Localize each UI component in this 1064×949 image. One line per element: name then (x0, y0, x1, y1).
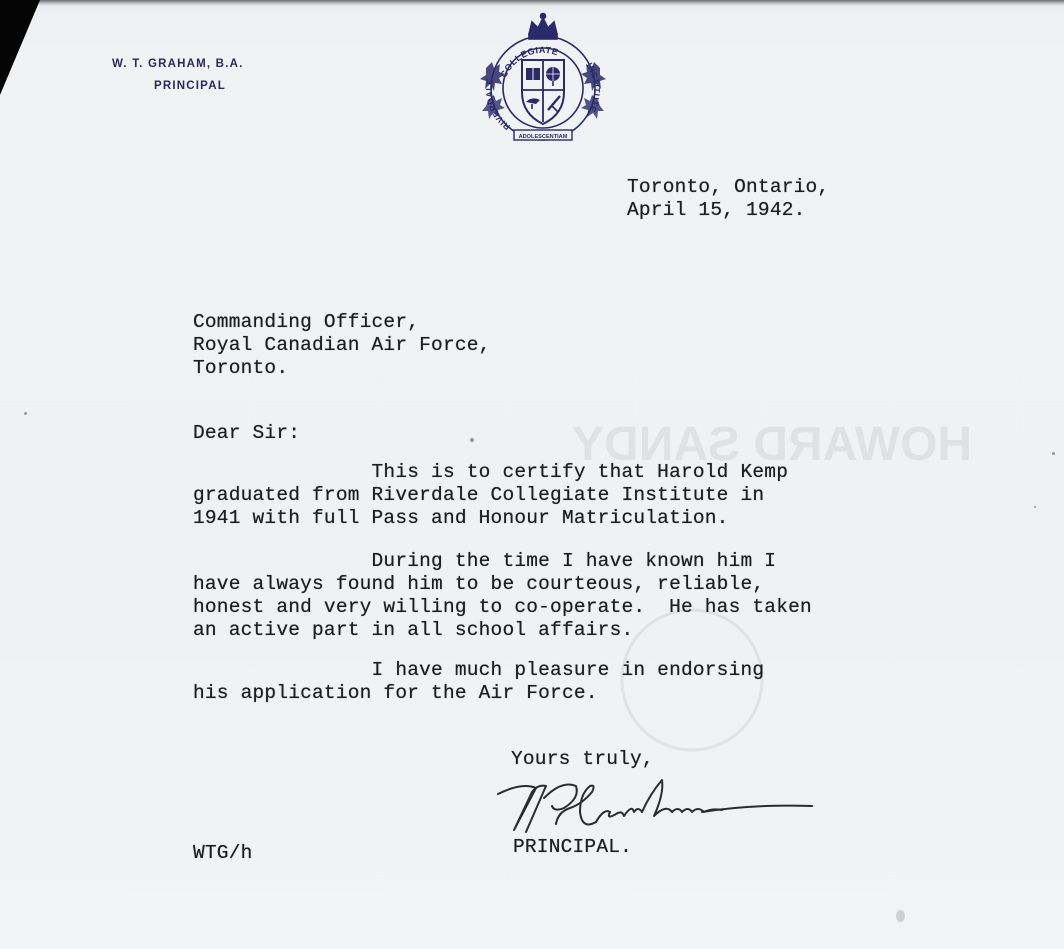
letterhead-name: W. T. GRAHAM, B.A. (112, 58, 244, 70)
page-top-edge-shadow (0, 0, 1064, 6)
body-p2-line-3: honest and very willing to co-operate. He has taken (193, 596, 812, 618)
body-p1-line-1: This is to certify that Harold Kemp (193, 461, 789, 483)
body-p1-line-3: 1941 with full Pass and Honour Matriculation. (193, 507, 729, 529)
body-p3-line-2: his application for the Air Force. (193, 682, 598, 704)
salutation: Dear Sir: (193, 422, 301, 444)
reference-initials: WTG/h (193, 842, 253, 864)
body-p1-line-2: graduated from Riverdale Collegiate Institute in (193, 484, 765, 506)
dateline-place: Toronto, Ontario, (627, 176, 830, 198)
paper-speck (24, 412, 27, 415)
recipient-line-1: Commanding Officer, (193, 311, 420, 333)
crest-right-text: INSTITUTE (584, 60, 603, 114)
scan-corner-background (0, 0, 40, 95)
recipient-line-3: Toronto. (193, 357, 289, 379)
body-p2-line-4: an active part in all school affairs. (193, 619, 634, 641)
body-p3-line-1: I have much pleasure in endorsing (193, 659, 765, 681)
handwritten-signature (492, 774, 822, 838)
paper-speck (470, 438, 474, 442)
crest-left-text: RIVERDALE (483, 77, 512, 133)
svg-text:HOWARD SANDY: HOWARD SANDY (571, 420, 972, 471)
letterhead-title: PRINCIPAL (154, 80, 226, 92)
valediction: Yours truly, (511, 748, 654, 770)
crest-top-text: COLLEGIATE (498, 44, 560, 80)
body-p2-line-1: During the time I have known him I (193, 550, 777, 572)
paper-speck (1052, 452, 1055, 455)
crest-motto: ADOLESCENTIAM (518, 134, 568, 140)
dateline-date: April 15, 1942. (627, 199, 806, 221)
recipient-line-2: Royal Canadian Air Force, (193, 334, 491, 356)
paper-smudge (896, 910, 905, 922)
school-crest-icon (474, 10, 612, 148)
paper-speck (1034, 506, 1036, 508)
signer-title: PRINCIPAL. (513, 836, 633, 858)
body-p2-line-2: have always found him to be courteous, reliable, (193, 573, 765, 595)
